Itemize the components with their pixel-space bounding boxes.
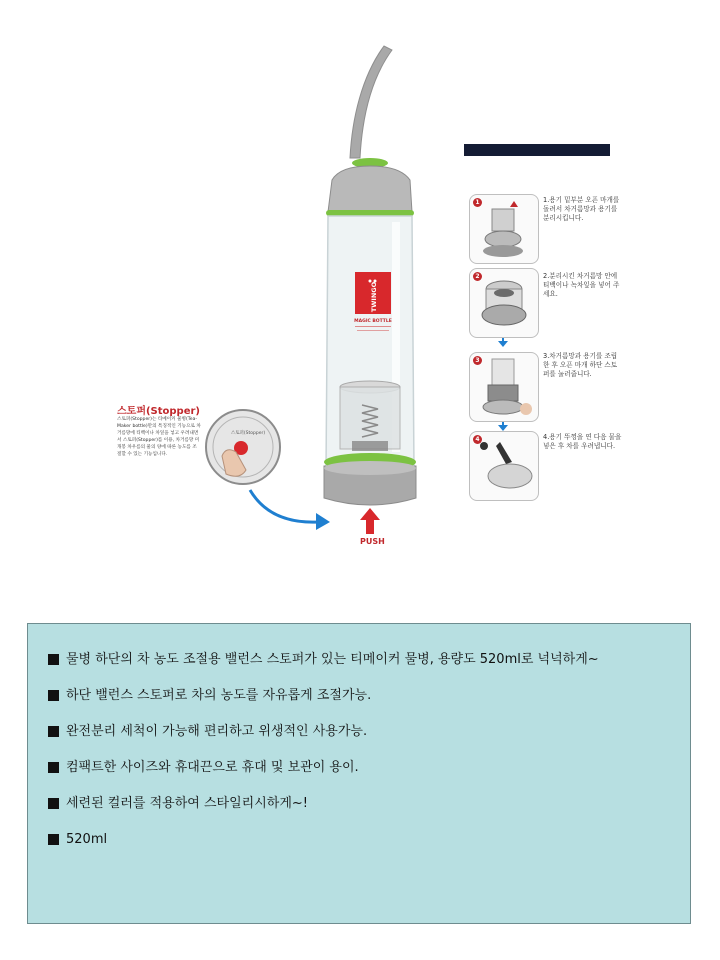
bullet-square-icon	[48, 690, 59, 701]
stopper-title: 스토퍼(Stopper)	[117, 406, 201, 417]
infuser-chamber	[340, 387, 400, 449]
step-panel-3	[469, 352, 539, 422]
step-text-4: 4.용기 뚜껑을 연 다음 물을 넣은 후 차를 우려냅니다.	[543, 433, 622, 450]
feature-text: 완전분리 세척이 가능해 편리하고 위생적인 사용가능.	[66, 724, 368, 739]
step-text-3: 3.차거름망과 용기를 조립한 후 오픈 마개 하단 스토퍼를 눌러줍니다.	[543, 352, 618, 378]
step-panel-4	[469, 431, 539, 501]
push-label: PUSH	[360, 537, 385, 546]
feature-item	[48, 650, 678, 670]
brand-sub-text: MAGIC BOTTLE	[354, 319, 392, 324]
carry-strap	[350, 46, 392, 158]
feature-item	[48, 830, 678, 850]
step-arrow-2-icon	[498, 341, 508, 347]
step-number: 3	[473, 356, 482, 365]
bullet-square-icon	[48, 654, 59, 665]
features-box	[27, 623, 691, 924]
feature-item	[48, 758, 678, 778]
steps-header-bar	[464, 144, 610, 156]
step-number: 1	[473, 198, 482, 207]
step-text-2: 2.분리시킨 차거름망 안에 티백이나 녹차잎을 넣어 주세요.	[543, 272, 620, 298]
feature-text: 컴팩트한 사이즈와 휴대끈으로 휴대 및 보관이 용이.	[66, 760, 359, 775]
feature-item	[48, 722, 678, 742]
step-number: 4	[473, 435, 482, 444]
stopper-description: 스토퍼(Stopper)는 티메이커 물병(Tea-Maker bottle)만의 특징적인 기능으로 차 거름망에 티백이나 차잎을 넣고 우려내면서 스토퍼(Stopper)를 이용, 차거름망 미개봉 차우름의 물의 양에 따른 농도를 조절할 수 있는 기능입니다.	[117, 417, 201, 457]
stopper-button-text: 스토퍼(Stopper)	[230, 431, 266, 436]
push-arrow-icon	[360, 508, 380, 534]
bullet-square-icon	[48, 834, 59, 845]
feature-item	[48, 794, 678, 814]
feature-text: 세련된 컬러를 적용하여 스타일리시하게~!	[66, 796, 308, 811]
step-panel-2	[469, 268, 539, 338]
feature-item	[48, 686, 678, 706]
bullet-square-icon	[48, 726, 59, 737]
feature-text: 하단 밸런스 스토퍼로 차의 농도를 자유롭게 조절가능.	[66, 688, 372, 703]
curved-arrow-icon	[250, 490, 318, 522]
step-number: 2	[473, 272, 482, 281]
feature-text: 520ml	[66, 832, 108, 847]
feature-text: 물병 하단의 차 농도 조절용 밸런스 스토퍼가 있는 티메이커 물병, 용량도 520ml로 넉넉하게~	[66, 652, 599, 667]
brand-logo-text: TWINGO	[370, 281, 378, 313]
bottle-cap	[328, 166, 412, 212]
bullet-square-icon	[48, 762, 59, 773]
cap-green-band	[326, 210, 414, 216]
step-panel-1	[469, 194, 539, 264]
step-text-1: 1.용기 밑부분 오픈 마개를 돌려서 차거름망과 용기를 분리시킵니다.	[543, 196, 620, 222]
bullet-square-icon	[48, 798, 59, 809]
features-list	[48, 650, 678, 866]
